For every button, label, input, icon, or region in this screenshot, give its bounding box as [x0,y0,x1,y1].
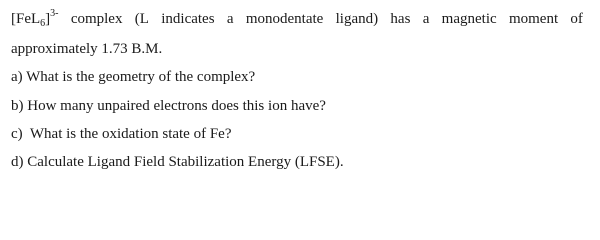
formula-ligand-count: 6 [40,18,46,29]
intro-word: indicates [161,11,215,27]
intro-word: monodentate [245,11,324,27]
intro-word: of [570,11,583,27]
question-part-b: b) How many unpaired electrons does this ion have? [11,98,326,114]
complex-formula [11,10,59,28]
formula-charge: 3- [50,8,59,19]
question-part-c: c) What is the oxidation state of Fe? [11,126,232,142]
intro-word: a [226,11,234,27]
question-intro-line-2: approximately 1.73 B.M. [11,41,163,57]
question-part-d: d) Calculate Ligand Field Stabilization Energy (LFSE). [11,154,344,170]
formula-ligand: L [31,11,41,27]
formula-metal: Fe [16,11,31,27]
formula-close-bracket: ] [45,11,51,27]
question-intro-line-1 [11,10,583,28]
intro-word: (L [134,11,149,27]
intro-word: a [422,11,430,27]
question-part-a: a) What is the geometry of the complex? [11,69,256,85]
intro-word: ligand) [335,11,379,27]
intro-word: complex [70,11,123,27]
intro-word: moment [508,11,559,27]
intro-word: magnetic [441,11,497,27]
formula-open-bracket: [ [11,11,16,27]
intro-word: has [390,11,411,27]
